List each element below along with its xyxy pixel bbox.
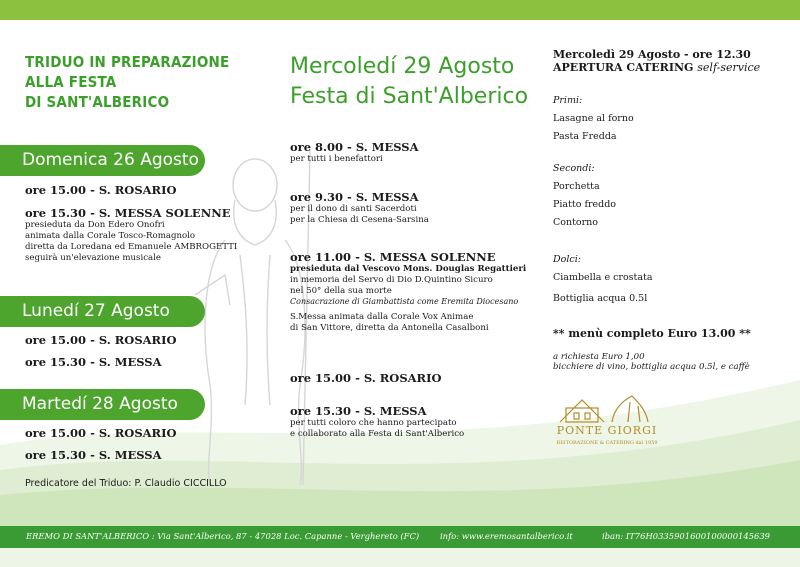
secondi-item-3: Contorno: [553, 217, 599, 228]
catering-title: APERTURA CATERING: [553, 61, 694, 74]
sunday-detail-2: animata dalla Corale Tosco-Romagnolo: [25, 231, 196, 241]
tuesday-schedule: [25, 426, 177, 462]
mass-8-desc: per tutti i benefattori: [290, 154, 383, 164]
footer-bar: [0, 526, 800, 548]
logo-name: PONTE GIORGI: [556, 424, 658, 437]
sunday-detail-4: seguirà un'elevazione musicale: [25, 253, 161, 263]
mass-11-title: ore 11.00 - S. MESSA SOLENNE: [290, 250, 496, 264]
footer-iban: iban: IT76H0335901600100000145639: [602, 531, 770, 541]
mass-11-desc-1: presieduta dal Vescovo Mons. Douglas Regattieri: [290, 264, 527, 274]
secondi-item-1: Porchetta: [553, 181, 600, 192]
triduo-line-3: DI SANT'ALBERICO: [25, 93, 170, 111]
sunday-detail-3: diretta da Loredana ed Emanuele AMBROGETTI: [25, 242, 238, 252]
festa-name: Festa di Sant'Alberico: [290, 84, 529, 109]
primi-item-1: Lasagne al forno: [553, 113, 634, 124]
catering-self-service: self-service: [697, 61, 761, 74]
mass-8: [290, 140, 540, 165]
mass-11-desc-3: nel 50° della sua morte: [290, 286, 392, 296]
mass-8-title: ore 8.00 - S. MESSA: [290, 140, 419, 154]
sunday-messa: ore 15.30 - S. MESSA SOLENNE: [25, 206, 231, 220]
logo-subtitle: RISTORAZIONE & CATERING dal 1959: [556, 440, 658, 446]
menu-price: [553, 327, 788, 340]
bottom-strip: [0, 548, 800, 567]
tuesday-rosario: ore 15.00 - S. ROSARIO: [25, 426, 177, 440]
festa-date: Mercoledí 29 Agosto: [290, 54, 515, 79]
day-header-sunday: Domenica 26 Agosto: [0, 145, 205, 176]
tuesday-messa: ore 15.30 - S. MESSA: [25, 448, 162, 462]
predicatore: Predicatore del Triduo: P. Claudio CICCILLO: [25, 478, 227, 489]
mass-930: [290, 190, 540, 226]
mass-11-desc-4: Consacrazione di Giambattista come Eremita Diocesano: [290, 297, 519, 306]
footer-address: EREMO DI SANT'ALBERICO : Via Sant'Alberico, 87 - 47028 Loc. Capanne - Verghereto (FC): [26, 531, 420, 541]
mass-1530-title: ore 15.30 - S. MESSA: [290, 404, 427, 418]
day-header-monday: Lunedí 27 Agosto: [0, 296, 205, 327]
dolci-label: Dolci:: [553, 254, 581, 265]
ponte-giorgi-logo-icon: [552, 388, 662, 448]
rosario-15-title: ore 15.00 - S. ROSARIO: [290, 371, 442, 385]
secondi-item-2: Piatto freddo: [553, 199, 617, 210]
secondi-label: Secondi:: [553, 163, 595, 174]
monday-rosario: ore 15.00 - S. ROSARIO: [25, 333, 177, 347]
note-2: bicchiere di vino, bottiglia acqua 0.5l, e caffè: [553, 362, 750, 372]
triduo-title: [25, 52, 265, 112]
mass-11-desc-2: in memoria del Servo di Dio D.Quintino Sicuro: [290, 275, 493, 285]
monday-messa: ore 15.30 - S. MESSA: [25, 355, 162, 369]
footer-website[interactable]: info: www.eremosantalberico.it: [440, 531, 573, 541]
sunday-rosario: ore 15.00 - S. ROSARIO: [25, 183, 177, 197]
menu-dolci: [553, 254, 788, 304]
mass-11-desc-6: di San Vittore, diretta da Antonella Casalboni: [290, 323, 489, 333]
mass-1530: [290, 404, 540, 440]
primi-label: Primi:: [553, 95, 583, 106]
menu-price-label: ** menù completo Euro 13.00 **: [553, 327, 751, 340]
mass-1530-desc-1: per tutti coloro che hanno partecipato: [290, 418, 457, 428]
mass-1530-desc-2: e collaborato alla Festa di Sant'Alberico: [290, 429, 465, 439]
dolci-item-2: Bottiglia acqua 0.5l: [553, 293, 648, 304]
catering-header: [553, 48, 788, 74]
rosario-15: [290, 371, 540, 385]
mass-930-title: ore 9.30 - S. MESSA: [290, 190, 419, 204]
mass-930-desc-2: per la Chiesa di Cesena-Sarsina: [290, 215, 429, 225]
sunday-detail-1: presieduta da Don Edero Onofri: [25, 220, 165, 230]
triduo-line-2: ALLA FESTA: [25, 73, 117, 91]
menu-primi: [553, 95, 788, 142]
mass-11: [290, 250, 540, 334]
dolci-item-1: Ciambella e crostata: [553, 272, 653, 283]
menu-secondi: [553, 163, 788, 228]
primi-item-2: Pasta Fredda: [553, 131, 617, 142]
mass-930-desc-1: per il dono di santi Sacerdoti: [290, 204, 417, 214]
sunday-schedule: [25, 183, 237, 264]
monday-schedule: [25, 333, 177, 369]
catering-date: Mercoledì 29 Agosto - ore 12.30: [553, 48, 751, 61]
day-header-tuesday: Martedí 28 Agosto: [0, 389, 205, 420]
mass-11-desc-5: S.Messa animata dalla Corale Vox Animae: [290, 312, 474, 322]
note-1: a richiesta Euro 1,00: [553, 352, 645, 362]
festa-title: [290, 52, 528, 112]
menu-notes: [553, 352, 788, 372]
triduo-line-1: TRIDUO IN PREPARAZIONE: [25, 53, 230, 71]
